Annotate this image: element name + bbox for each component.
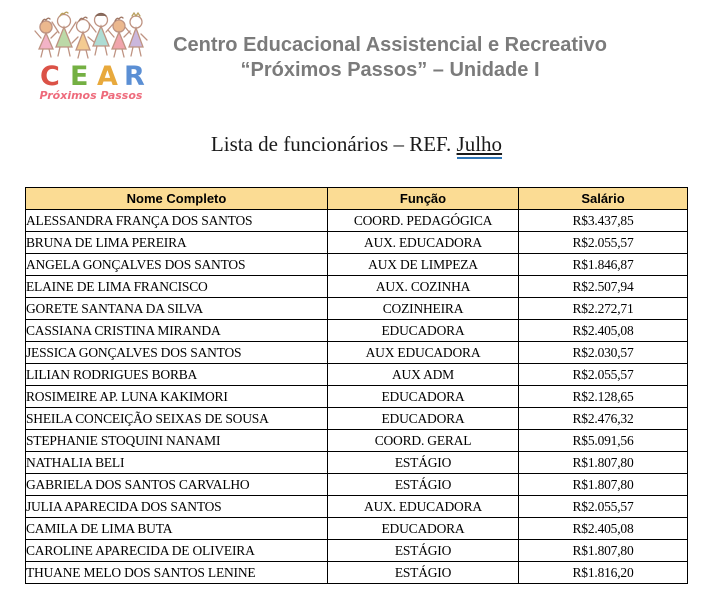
employee-role: AUX EDUCADORA	[328, 342, 519, 364]
employee-salary: R$1.807,80	[519, 540, 688, 562]
employee-role: COORD. GERAL	[328, 430, 519, 452]
employee-salary: R$2.476,32	[519, 408, 688, 430]
employee-role: AUX DE LIMPEZA	[328, 254, 519, 276]
table-row	[26, 298, 688, 320]
employee-name: LILIAN RODRIGUES BORBA	[26, 364, 328, 386]
employee-role: COZINHEIRA	[328, 298, 519, 320]
employee-role: AUX. EDUCADORA	[328, 232, 519, 254]
employee-salary: R$2.055,57	[519, 496, 688, 518]
table-row	[26, 386, 688, 408]
employee-salary: R$1.846,87	[519, 254, 688, 276]
employee-name: GORETE SANTANA DA SILVA	[26, 298, 328, 320]
employee-role: AUX. EDUCADORA	[328, 496, 519, 518]
employee-salary: R$2.507,94	[519, 276, 688, 298]
employee-name: SHEILA CONCEIÇÃO SEIXAS DE SOUSA	[26, 408, 328, 430]
employee-salary: R$2.405,08	[519, 518, 688, 540]
employee-role: ESTÁGIO	[328, 474, 519, 496]
logo-acronym: C E A R	[40, 61, 145, 92]
employee-salary: R$2.128,65	[519, 386, 688, 408]
col-header-salario: Salário	[519, 188, 688, 210]
employee-salary: R$2.030,57	[519, 342, 688, 364]
doc-title	[0, 132, 713, 159]
table-row	[26, 452, 688, 474]
employee-role: EDUCADORA	[328, 320, 519, 342]
logo-tagline: Próximos Passos	[39, 89, 143, 102]
col-header-funcao: Função	[328, 188, 519, 210]
employee-name: ROSIMEIRE AP. LUNA KAKIMORI	[26, 386, 328, 408]
org-title-line1: Centro Educacional Assistencial e Recreativo	[173, 34, 607, 56]
employee-role: EDUCADORA	[328, 386, 519, 408]
employee-salary: R$2.055,57	[519, 364, 688, 386]
employee-role: COORD. PEDAGÓGICA	[328, 210, 519, 232]
table-row	[26, 210, 688, 232]
col-header-nome: Nome Completo	[26, 188, 328, 210]
employee-role: EDUCADORA	[328, 408, 519, 430]
employee-role: ESTÁGIO	[328, 540, 519, 562]
employee-name: ANGELA GONÇALVES DOS SANTOS	[26, 254, 328, 276]
employee-name: STEPHANIE STOQUINI NANAMI	[26, 430, 328, 452]
employee-name: CAMILA DE LIMA BUTA	[26, 518, 328, 540]
doc-title-text: Lista de funcionários – REF.	[210, 132, 457, 156]
employee-table-body	[26, 210, 688, 584]
employee-name: NATHALIA BELI	[26, 452, 328, 474]
employee-name: CAROLINE APARECIDA DE OLIVEIRA	[26, 540, 328, 562]
employee-role: ESTÁGIO	[328, 452, 519, 474]
employee-name: ELAINE DE LIMA FRANCISCO	[26, 276, 328, 298]
employee-name: THUANE MELO DOS SANTOS LENINE	[26, 562, 328, 584]
employee-role: AUX ADM	[328, 364, 519, 386]
table-row	[26, 232, 688, 254]
employee-name: GABRIELA DOS SANTOS CARVALHO	[26, 474, 328, 496]
employee-salary: R$2.272,71	[519, 298, 688, 320]
employee-name: CASSIANA CRISTINA MIRANDA	[26, 320, 328, 342]
org-title-line2: “Próximos Passos” – Unidade I	[240, 59, 540, 81]
employee-salary: R$1.807,80	[519, 474, 688, 496]
table-row	[26, 496, 688, 518]
table-row	[26, 474, 688, 496]
employee-table	[25, 187, 688, 584]
table-row	[26, 430, 688, 452]
table-row	[26, 364, 688, 386]
doc-title-ref: Julho	[457, 133, 503, 159]
table-row	[26, 320, 688, 342]
table-row	[26, 342, 688, 364]
org-title	[120, 33, 660, 83]
table-header-row	[26, 188, 688, 210]
table-row	[26, 540, 688, 562]
employee-role: AUX. COZINHA	[328, 276, 519, 298]
employee-salary: R$1.816,20	[519, 562, 688, 584]
employee-name: ALESSANDRA FRANÇA DOS SANTOS	[26, 210, 328, 232]
table-row	[26, 562, 688, 584]
employee-salary: R$2.405,08	[519, 320, 688, 342]
employee-name: JULIA APARECIDA DOS SANTOS	[26, 496, 328, 518]
employee-name: BRUNA DE LIMA PEREIRA	[26, 232, 328, 254]
employee-salary: R$3.437,85	[519, 210, 688, 232]
employee-role: EDUCADORA	[328, 518, 519, 540]
employee-role: ESTÁGIO	[328, 562, 519, 584]
table-row	[26, 408, 688, 430]
table-row	[26, 518, 688, 540]
employee-salary: R$1.807,80	[519, 452, 688, 474]
table-row	[26, 276, 688, 298]
employee-salary: R$2.055,57	[519, 232, 688, 254]
table-row	[26, 254, 688, 276]
employee-name: JESSICA GONÇALVES DOS SANTOS	[26, 342, 328, 364]
employee-salary: R$5.091,56	[519, 430, 688, 452]
